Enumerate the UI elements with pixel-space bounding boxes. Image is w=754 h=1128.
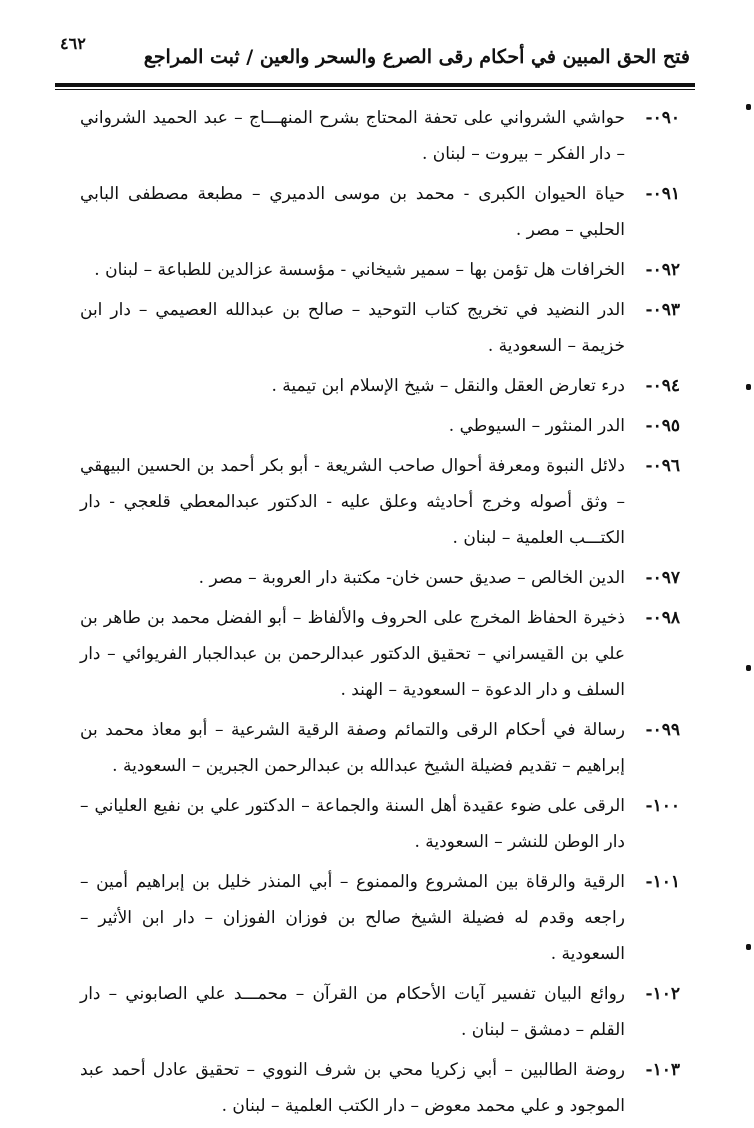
reference-text: رسالة في أحكام الرقى والتمائم وصفة الرقية الشرعية – أبو معاذ محمد بن إبراهيم – تقديم فضيلة الشيخ عبدالله بن عبدالرحمن الجبرين – السعودية .: [80, 720, 625, 776]
running-title: فتح الحق المبين في أحكام رقى الصرع والسحر والعين / ثبت المراجع: [143, 46, 690, 68]
reference-entry: [80, 292, 680, 364]
reference-entry: [80, 176, 680, 248]
reference-number: ١٠١-: [645, 872, 680, 892]
reference-text: الدين الخالص – صديق حسن خان- مكتبة دار العروبة – مصر .: [198, 568, 625, 588]
reference-number: ٠٩٢-: [645, 260, 680, 280]
reference-text: دلائل النبوة ومعرفة أحوال صاحب الشريعة - أبو بكر أحمد بن الحسين البيهقي – وثق أصوله وخرج أحاديثه وعلق عليه - الدكتور عبدالمعطي قلعجي - دار الكتـــب العلمية – لبنان .: [80, 456, 625, 548]
reference-text: روضة الطالبين – أبي زكريا محي بن شرف النووي – تحقيق عادل أحمد عبد الموجود و علي محمد معوض – دار الكتب العلمية – لبنان .: [80, 1060, 625, 1116]
reference-list: [80, 100, 680, 1128]
reference-number: ٠٩٩-: [645, 720, 680, 740]
scan-mark: [746, 384, 751, 390]
page-header: [60, 30, 690, 78]
reference-entry: [80, 448, 680, 556]
reference-number: ٠٩٦-: [645, 456, 680, 476]
reference-number: ٠٩٣-: [645, 300, 680, 320]
reference-entry: [80, 408, 680, 444]
reference-entry: [80, 976, 680, 1048]
reference-number: ٠٩٠-: [645, 108, 680, 128]
reference-entry: [80, 712, 680, 784]
reference-text: ذخيرة الحفاظ المخرج على الحروف والألفاظ – أبو الفضل محمد بن طاهر بن علي بن القيسراني – تحقيق الدكتور عبدالرحمن بن عبدالجبار الفريوائي – دار السلف و دار الدعوة – السعودية – الهند .: [80, 608, 625, 700]
reference-entry: [80, 600, 680, 708]
reference-number: ٠٩٤-: [645, 376, 680, 396]
reference-entry: [80, 864, 680, 972]
header-rule-thin: [55, 89, 695, 90]
reference-number: ١٠٠-: [645, 796, 680, 816]
scan-mark: [746, 104, 751, 110]
reference-text: الرقى على ضوء عقيدة أهل السنة والجماعة – الدكتور علي بن نفيع العلياني – دار الوطن للنشر – السعودية .: [80, 796, 625, 852]
reference-number: ١٠٢-: [645, 984, 680, 1004]
scan-mark: [746, 944, 751, 950]
reference-text: روائع البيان تفسير آيات الأحكام من القرآن – محمـــد علي الصابوني – دار القلم – دمشق – لبنان .: [80, 984, 625, 1040]
reference-number: ١٠٣-: [645, 1060, 680, 1080]
reference-text: الخرافات هل تؤمن بها – سمير شيخاني - مؤسسة عزالدين للطباعة – لبنان .: [94, 260, 625, 280]
reference-entry: [80, 368, 680, 404]
reference-text: حياة الحيوان الكبرى - محمد بن موسى الدميري – مطبعة مصطفى البابي الحلبي – مصر .: [80, 184, 625, 240]
reference-number: ٠٩٥-: [645, 416, 680, 436]
reference-text: درء تعارض العقل والنقل – شيخ الإسلام ابن تيمية .: [271, 376, 625, 396]
header-rule-thick: [55, 83, 695, 87]
page-number: ٤٦٢: [60, 34, 86, 53]
reference-entry: [80, 252, 680, 288]
reference-text: الدر النضيد في تخريج كتاب التوحيد – صالح بن عبدالله العصيمي – دار ابن خزيمة – السعودية .: [80, 300, 625, 356]
reference-entry: [80, 100, 680, 172]
reference-entry: [80, 560, 680, 596]
reference-text: الدر المنثور – السيوطي .: [448, 416, 625, 436]
reference-text: حواشي الشرواني على تحفة المحتاج بشرح المنهـــاج – عبد الحميد الشرواني – دار الفكر – بيروت – لبنان .: [80, 108, 625, 164]
reference-entry: [80, 1052, 680, 1124]
reference-text: الرقية والرقاة بين المشروع والممنوع – أبي المنذر خليل بن إبراهيم أمين – راجعه وقدم له فضيلة الشيخ صالح بن فوزان الفوزان – دار ابن الأثير – السعودية .: [80, 872, 625, 964]
reference-entry: [80, 788, 680, 860]
reference-number: ٠٩٧-: [645, 568, 680, 588]
scan-mark: [746, 665, 751, 671]
reference-number: ٠٩٨-: [645, 608, 680, 628]
reference-number: ٠٩١-: [645, 184, 680, 204]
